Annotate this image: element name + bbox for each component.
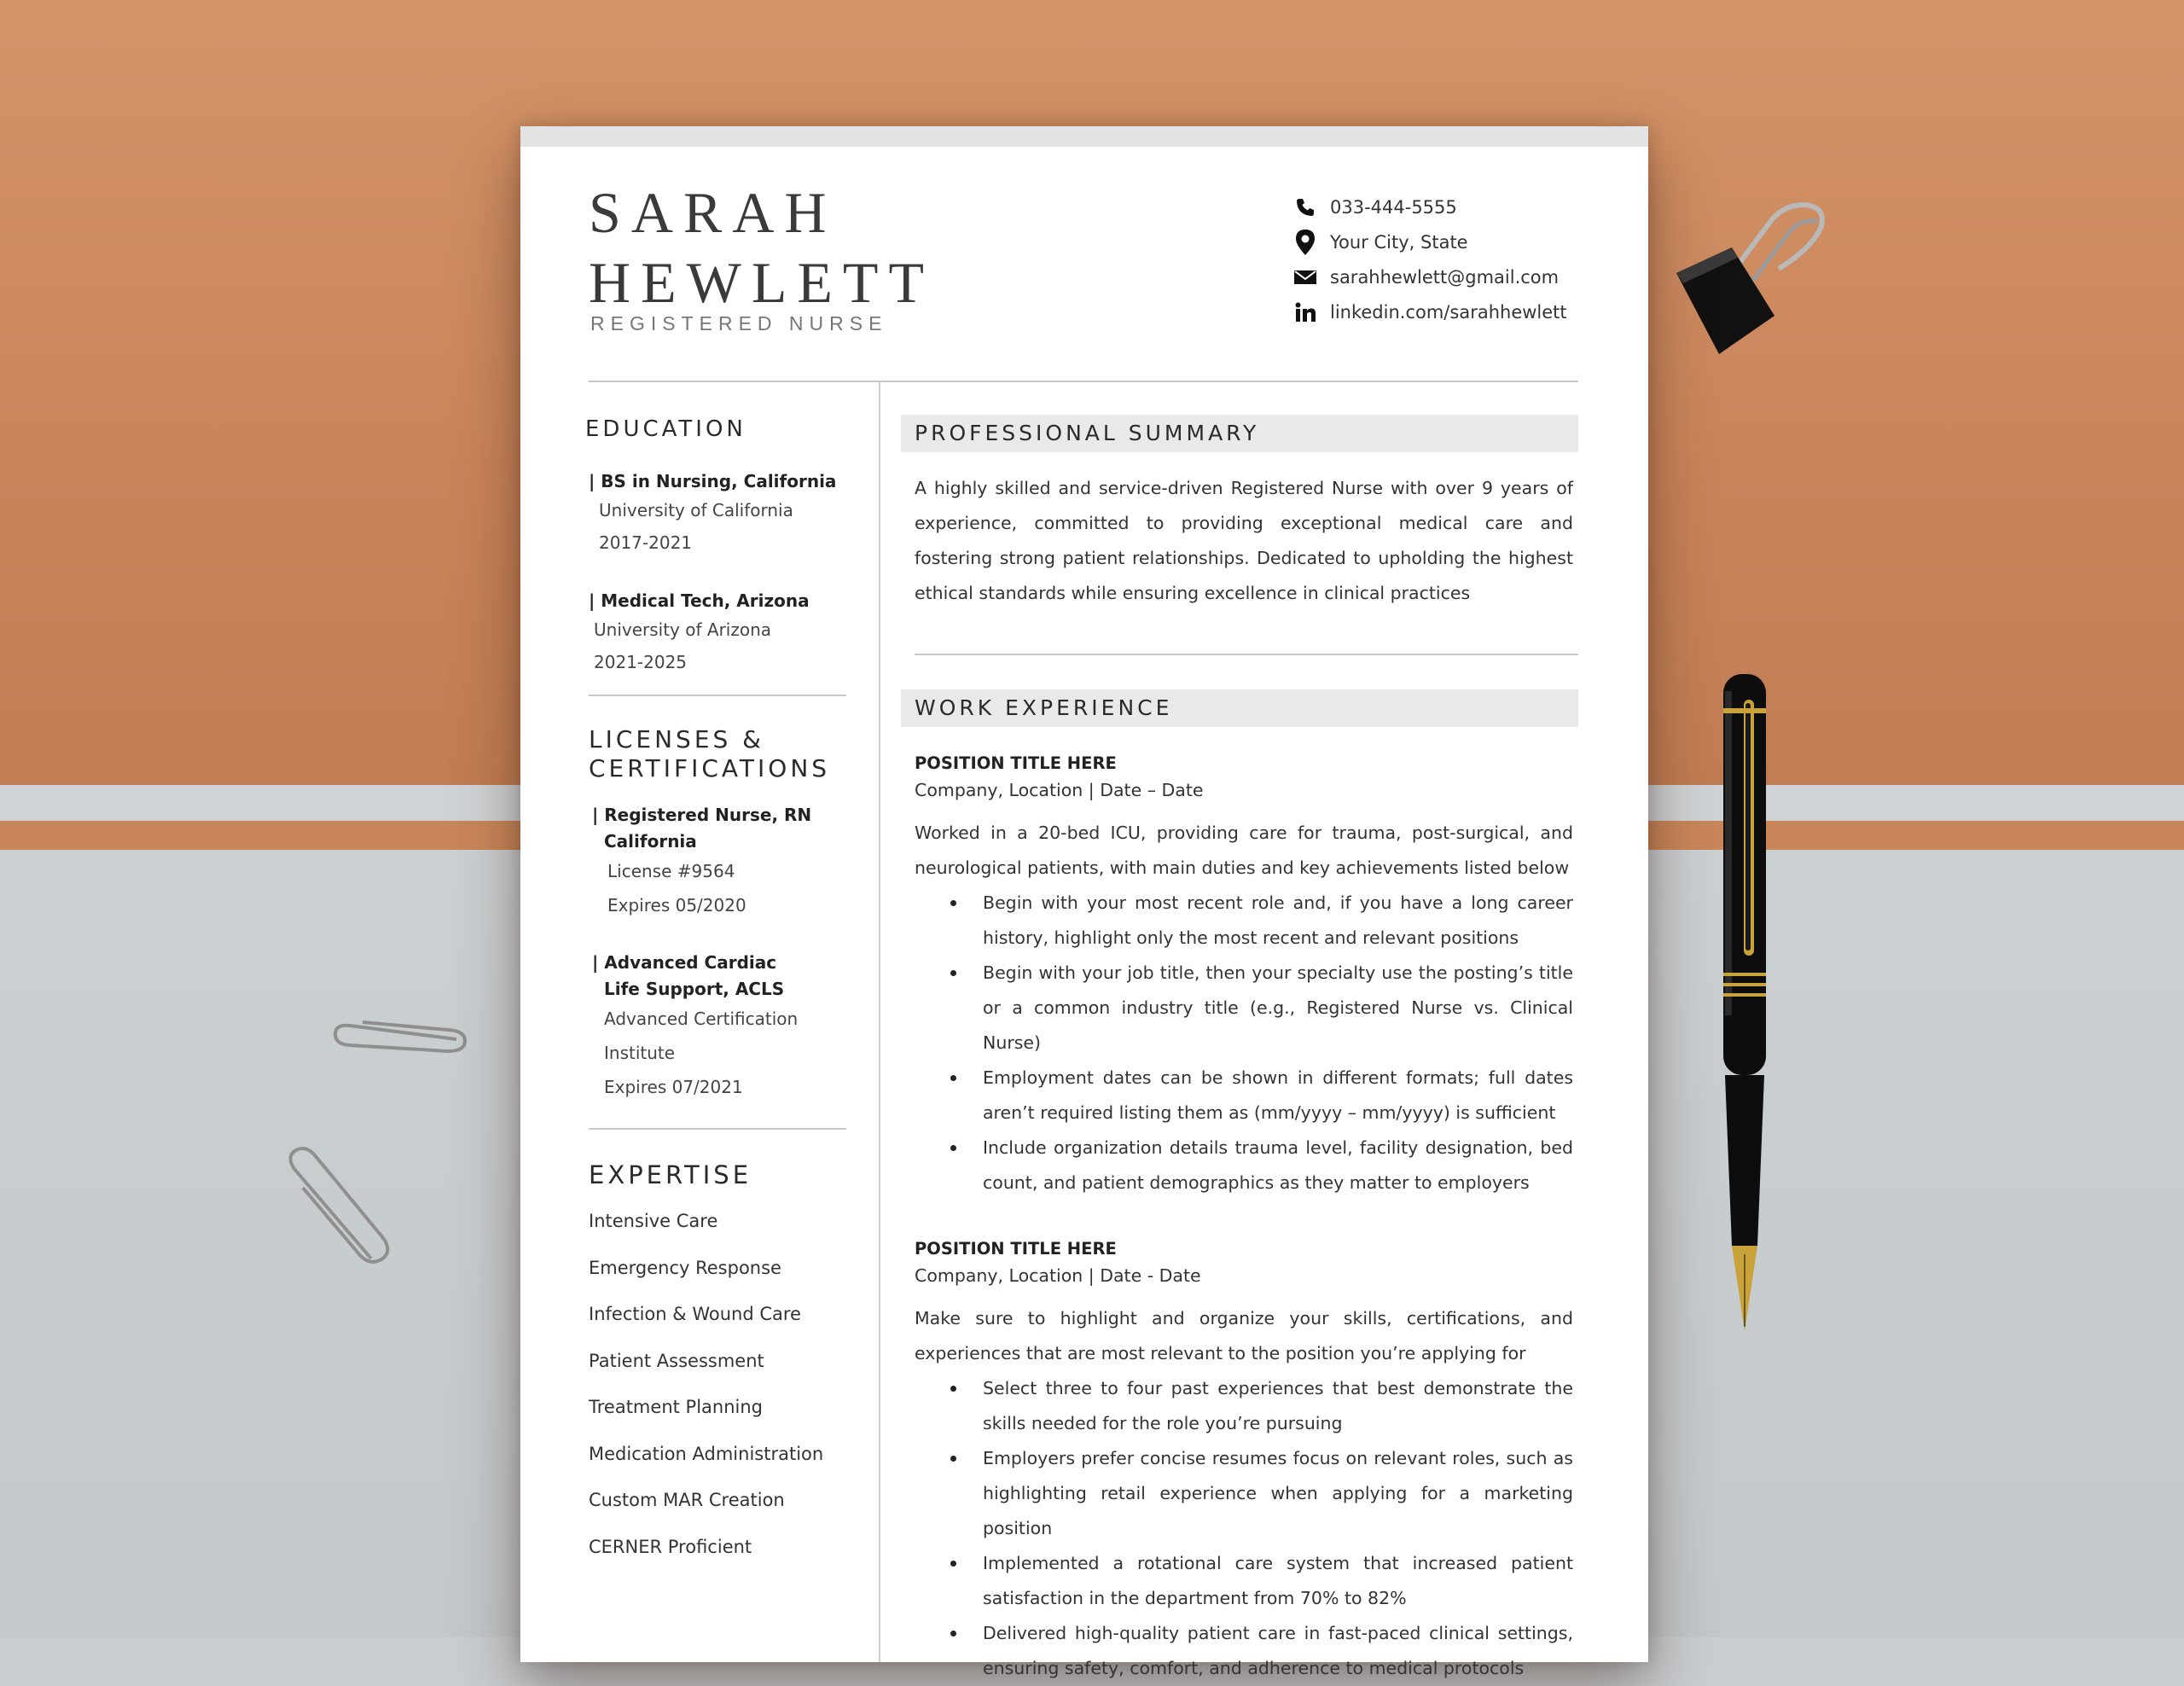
education-school: University of California	[599, 500, 793, 520]
expertise-item: Custom MAR Creation	[589, 1490, 785, 1510]
education-years: 2021-2025	[594, 652, 688, 672]
education-item	[585, 587, 850, 679]
fountain-pen-icon	[1706, 666, 1783, 1340]
license-name: | Advanced Cardiac	[592, 952, 777, 973]
licenses-divider	[589, 1128, 846, 1130]
contact-location-text: Your City, State	[1330, 231, 1468, 253]
expertise-item: CERNER Proficient	[589, 1536, 752, 1557]
job-intro: Make sure to highlight and organize your skills, certifications, and experiences that are most relevant to the position you’re applying for	[915, 1308, 1573, 1363]
right-column	[901, 415, 1578, 1686]
job-bullet: Delivered high-quality patient care in fast-paced clinical settings, ensuring safety, comfort, and adherence to medical protocols	[983, 1616, 1573, 1686]
job-bullets	[901, 1371, 1578, 1686]
license-detail: Institute	[604, 1043, 676, 1063]
job-bullet: Employers prefer concise resumes focus on relevant roles, such as highlighting retail experience when applying for a marketing position	[983, 1441, 1573, 1546]
candidate-role: REGISTERED NURSE	[590, 312, 888, 334]
email-icon	[1292, 265, 1318, 290]
contact-block	[1292, 189, 1617, 329]
job-position: POSITION TITLE HERE	[915, 1239, 1117, 1259]
work-title: WORK EXPERIENCE	[901, 689, 1578, 727]
job-bullets	[901, 886, 1578, 1201]
job-bullet: Begin with your most recent role and, if you have a long career history, highlight only the most recent and relevant positions	[983, 886, 1573, 956]
first-name: SARAH	[589, 180, 837, 245]
last-name: HEWLETT	[589, 250, 934, 315]
expertise-item: Treatment Planning	[589, 1397, 763, 1417]
license-item	[585, 950, 850, 1104]
resume-page	[520, 126, 1648, 1678]
page-top-bar	[520, 126, 1648, 147]
binder-clip-icon	[1668, 188, 1864, 358]
contact-linkedin	[1292, 294, 1617, 329]
summary-title: PROFESSIONAL SUMMARY	[901, 415, 1578, 452]
left-column	[585, 416, 850, 1570]
license-detail: License #9564	[607, 861, 735, 881]
paperclip-icon	[328, 1007, 473, 1058]
contact-email-text[interactable]: sarahhewlett@gmail.com	[1330, 266, 1560, 288]
licenses-title	[585, 725, 850, 783]
linkedin-icon	[1292, 299, 1318, 325]
expertise-item: Medication Administration	[589, 1443, 824, 1464]
education-title: EDUCATION	[585, 416, 746, 442]
license-item	[585, 802, 850, 922]
job-bullet: Include organization details trauma level, facility designation, bed count, and patient demographics as they matter to employers	[983, 1131, 1573, 1201]
contact-linkedin-text[interactable]: linkedin.com/sarahhewlett	[1330, 301, 1567, 323]
job-company: Company, Location | Date - Date	[915, 1265, 1201, 1286]
contact-email	[1292, 259, 1617, 294]
contact-phone-text: 033-444-5555	[1330, 196, 1457, 218]
expertise-title: EXPERTISE	[589, 1160, 752, 1189]
education-degree: | BS in Nursing, California	[589, 471, 837, 491]
contact-phone	[1292, 189, 1617, 224]
expertise-item: Emergency Response	[589, 1257, 781, 1278]
expertise-list	[585, 1198, 850, 1570]
job-entry	[901, 1236, 1578, 1686]
licenses-title-line2: CERTIFICATIONS	[589, 754, 831, 782]
job-company: Company, Location | Date – Date	[915, 780, 1204, 800]
location-pin-icon	[1292, 230, 1318, 255]
expertise-item: Infection & Wound Care	[589, 1304, 801, 1324]
license-detail: Expires 07/2021	[604, 1077, 743, 1097]
paperclip-icon	[277, 1143, 397, 1271]
expertise-item: Patient Assessment	[589, 1350, 764, 1371]
summary-text: A highly skilled and service-driven Registered Nurse with over 9 years of experience, committed to providing exceptional medical care and fostering strong patient relationships. Dedicated to upholding the highest ethical standards while ensuring excellence in clinical practices	[915, 478, 1573, 603]
job-bullet: Employment dates can be shown in different formats; full dates aren’t required listing them as (mm/yyyy – mm/yyyy) is sufficient	[983, 1061, 1573, 1131]
phone-icon	[1292, 195, 1318, 220]
education-divider	[589, 695, 846, 696]
summary-divider	[915, 654, 1578, 655]
job-intro: Worked in a 20-bed ICU, providing care for trauma, post-surgical, and neurological patients, with main duties and key achievements listed below	[915, 823, 1573, 878]
job-bullet: Select three to four past experiences that best demonstrate the skills needed for the role you’re pursuing	[983, 1371, 1573, 1441]
job-bullet: Implemented a rotational care system that increased patient satisfaction in the department from 70% to 82%	[983, 1546, 1573, 1616]
licenses-title-line1: LICENSES &	[589, 725, 765, 753]
job-entry	[901, 751, 1578, 1201]
education-years: 2017-2021	[599, 532, 693, 553]
license-detail: Advanced Certification	[604, 1009, 799, 1029]
education-item	[585, 468, 850, 560]
candidate-name	[589, 177, 934, 317]
job-bullet: Begin with your job title, then your specialty use the posting’s title or a common industry title (e.g., Registered Nurse vs. Clinical Nurse)	[983, 956, 1573, 1061]
license-name-cont: Life Support, ACLS	[604, 979, 785, 999]
expertise-item: Intensive Care	[589, 1211, 718, 1231]
education-degree: | Medical Tech, Arizona	[589, 590, 810, 611]
education-school: University of Arizona	[594, 619, 772, 640]
header-divider	[589, 381, 1578, 382]
column-divider	[879, 382, 880, 1662]
license-detail: Expires 05/2020	[607, 895, 746, 916]
license-name-cont: California	[604, 831, 697, 852]
job-position: POSITION TITLE HERE	[915, 753, 1117, 773]
contact-location	[1292, 224, 1617, 259]
license-name: | Registered Nurse, RN	[592, 805, 812, 825]
